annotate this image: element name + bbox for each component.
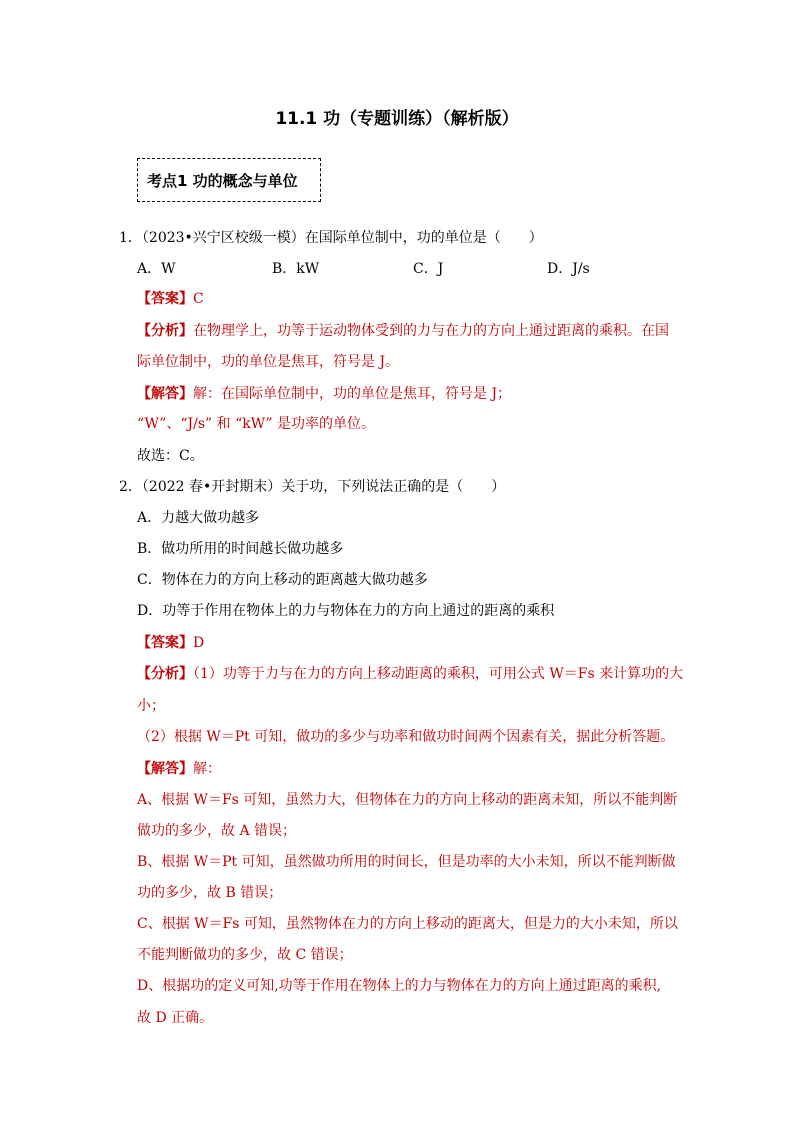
q1-conclusion: 故选：C。	[137, 448, 204, 464]
q1-analysis-line-2: 际单位制中，功的单位是焦耳，符号是 J。	[137, 354, 400, 370]
answer-label: 【答案】	[137, 635, 193, 651]
q1-solution-line-2: “W”、“J/s” 和 “kW” 是功率的单位。	[137, 416, 375, 432]
q1-option-c: C．J	[413, 261, 444, 277]
q1-option-a: A．W	[137, 261, 176, 277]
q1-answer-value: C	[193, 291, 204, 307]
section-box	[137, 158, 321, 202]
q2-option-b: B．做功所用的时间越长做功越多	[137, 541, 344, 557]
q2-solution-line-4: 功的多少，故 B 错误；	[137, 885, 283, 901]
section-heading: 考点1 功的概念与单位	[147, 172, 298, 190]
q2-option-c: C．物体在力的方向上移动的距离越大做功越多	[137, 572, 428, 588]
q1-analysis-text-1: 在物理学上，功等于运动物体受到的力与在力的方向上通过距离的乘积。在国	[193, 323, 669, 339]
q2-analysis-line-1	[137, 665, 683, 683]
q2-solution-line-7: D、根据功的定义可知,功等于作用在物体上的力与物体在力的方向上通过距离的乘积,	[137, 978, 662, 994]
q2-solution-line-2: 做功的多少，故 A 错误；	[137, 823, 297, 839]
answer-label: 【答案】	[137, 291, 193, 307]
q2-solution-line-6: 不能判断做功的多少，故 C 错误；	[137, 947, 353, 963]
q1-option-b: B．kW	[272, 261, 320, 277]
q2-option-d: D．功等于作用在物体上的力与物体在力的方向上通过的距离的乘积	[137, 603, 555, 619]
solution-label: 【解答】	[137, 386, 193, 402]
q2-solution-line-3: B、根据 W＝Pt 可知，虽然做功所用的时间长，但是功率的大小未知，所以不能判断做	[137, 854, 676, 870]
q2-answer-value: D	[193, 635, 205, 651]
question-1-stem: 1．（2023•兴宁区校级一模）在国际单位制中，功的单位是（ ）	[119, 230, 543, 246]
analysis-label: 【分析】	[137, 323, 193, 339]
q1-option-d: D．J/s	[547, 261, 590, 277]
question-2-stem: 2．（2022 春•开封期末）关于功，下列说法正确的是（ ）	[119, 479, 506, 495]
q1-solution-line-1	[137, 385, 511, 403]
q2-analysis-line-2: 小；	[137, 698, 165, 714]
page-title: 11.1 功（专题训练）（解析版）	[275, 109, 519, 129]
q2-option-a: A．力越大做功越多	[137, 510, 260, 526]
q2-solution-intro: 解：	[193, 761, 221, 777]
q1-answer	[137, 290, 204, 308]
q2-solution-line-5: C、根据 W＝Fs 可知，虽然物体在力的方向上移动的距离大，但是力的大小未知，所以	[137, 916, 678, 932]
q2-analysis-text-1: （1）功等于力与在力的方向上移动距离的乘积，可用公式 W＝Fs 来计算功的大	[193, 666, 684, 682]
q2-answer	[137, 634, 204, 652]
analysis-label: 【分析】	[137, 666, 193, 682]
q2-analysis-line-3: （2）根据 W＝Pt 可知，做功的多少与功率和做功时间两个因素有关，据此分析答题。	[137, 729, 675, 745]
q2-solution-label-line	[137, 760, 221, 778]
q1-solution-text-1: 解：在国际单位制中，功的单位是焦耳，符号是 J；	[193, 386, 512, 402]
q1-analysis-line-1	[137, 322, 669, 340]
q2-solution-line-8: 故 D 正确。	[137, 1010, 214, 1026]
q2-solution-line-1: A、根据 W＝Fs 可知，虽然力大，但物体在力的方向上移动的距离未知，所以不能判断	[137, 792, 678, 808]
solution-label: 【解答】	[137, 761, 193, 777]
